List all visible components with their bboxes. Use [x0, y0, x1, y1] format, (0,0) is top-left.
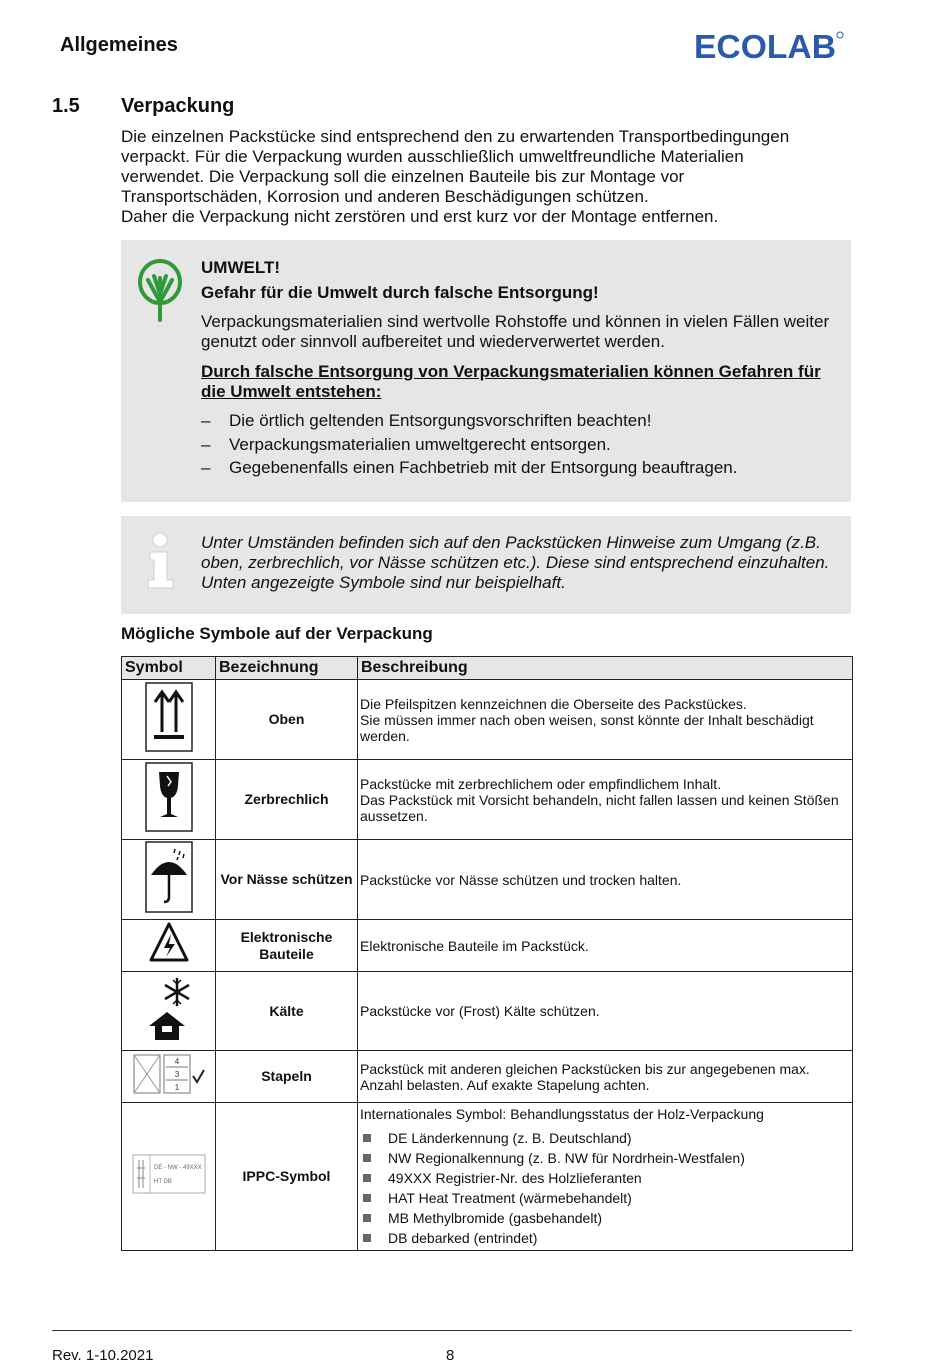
list-item-text: 49XXX Registrier-Nr. des Holzlieferanten [388, 1169, 642, 1186]
list-item [360, 1188, 852, 1208]
symbols-table [121, 656, 853, 1251]
symbol-cell [122, 840, 216, 920]
disposal-list [201, 411, 841, 482]
list-item-text: DE Länderkennung (z. B. Deutschland) [388, 1129, 632, 1146]
page-number: 8 [446, 1347, 455, 1364]
symbol-description: Packstücke vor Nässe schützen und trocken halten. [358, 840, 853, 920]
symbols-heading: Mögliche Symbole auf der Verpackung [121, 624, 433, 643]
square-bullet-icon [363, 1234, 371, 1242]
list-item [201, 435, 841, 459]
symbol-cell [122, 920, 216, 972]
table-row [122, 760, 853, 840]
symbol-name: IPPC-Symbol [216, 1103, 358, 1251]
list-item [360, 1228, 852, 1248]
paragraph-line: verwendet. Die Verpackung soll die einzelnen Bauteile bis zur Montage vor [121, 167, 685, 186]
table-header-row [122, 657, 853, 680]
list-item-text: Verpackungsmaterialien umweltgerecht entsorgen. [229, 434, 611, 454]
square-bullet-icon [363, 1174, 371, 1182]
ippc-stamp-line: DE - NW - 49XXX [153, 1165, 202, 1171]
square-bullet-icon [363, 1194, 371, 1202]
table-row [122, 972, 853, 1051]
list-item [201, 411, 841, 435]
list-item [360, 1148, 852, 1168]
symbol-name: Kälte [216, 972, 358, 1051]
symbol-description: Packstücke vor (Frost) Kälte schützen. [358, 972, 853, 1051]
this-way-up-icon [145, 682, 193, 752]
stack-label: 1 [174, 1083, 179, 1092]
table-row [122, 680, 853, 760]
ecolab-logo [694, 28, 844, 64]
table-row [122, 840, 853, 920]
environment-notice-content [201, 258, 841, 482]
tree-icon [136, 258, 184, 324]
table-row [122, 1103, 853, 1251]
dash-bullet: – [201, 434, 211, 454]
column-header: Symbol [122, 657, 216, 680]
list-item [360, 1208, 852, 1228]
symbol-name: Stapeln [216, 1051, 358, 1103]
footer-revision: Rev. 1-10.2021 [52, 1347, 154, 1364]
electrical-hazard-icon [149, 921, 189, 965]
symbol-description: Die Pfeilspitzen kennzeichnen die Oberseite des Packstückes. Sie müssen immer nach oben weisen, sonst könnte der Inhalt beschädigt werden. [358, 680, 853, 760]
notice-warning: Durch falsche Entsorgung von Verpackungsmaterialien können Gefahren für die Umwelt entstehen: [201, 362, 821, 401]
symbol-name: Vor Nässe schützen [216, 840, 358, 920]
notice-subheading: Gefahr für die Umwelt durch falsche Entsorgung! [201, 283, 599, 302]
fragile-glass-icon [145, 762, 193, 832]
paragraph-line: Die einzelnen Packstücke sind entsprechend den zu erwartenden Transportbedingungen [121, 127, 790, 146]
info-notice-text: Unter Umständen befinden sich auf den Packstücken Hinweise zum Umgang (z.B. oben, zerbrechlich, vor Nässe schützen etc.). Diese sind entsprechend einzuhalten. Unten angezeigte Symbole sind nur beispielhaft. [201, 533, 830, 592]
list-item [360, 1128, 852, 1148]
list-item-text: DB debarked (entrindet) [388, 1229, 538, 1246]
list-item-text: HAT Heat Treatment (wärmebehandelt) [388, 1189, 632, 1206]
info-icon [145, 532, 179, 590]
column-header: Bezeichnung [216, 657, 358, 680]
paragraph-line: Transportschäden, Korrosion und anderen Beschädigungen schützen. [121, 187, 649, 206]
snowflake-icon [145, 974, 193, 1044]
ippc-code-list [360, 1128, 852, 1248]
list-item [360, 1168, 852, 1188]
symbol-name: Zerbrechlich [216, 760, 358, 840]
list-item-text: NW Regionalkennung (z. B. NW für Nordrhein-Westfalen) [388, 1149, 745, 1166]
list-item [201, 458, 841, 482]
symbol-name: Elektronische Bauteile [216, 920, 358, 972]
paragraph-line: Daher die Verpackung nicht zerstören und erst kurz vor der Montage entfernen. [121, 207, 719, 226]
symbol-name: Oben [216, 680, 358, 760]
table-row [122, 1051, 853, 1103]
logo-text: ECOLAB [694, 28, 836, 64]
square-bullet-icon [363, 1214, 371, 1222]
dash-bullet: – [201, 458, 211, 477]
square-bullet-icon [363, 1154, 371, 1162]
column-header: Beschreibung [358, 657, 853, 680]
symbol-description: Packstücke mit zerbrechlichem oder empfindlichem Inhalt. Das Packstück mit Vorsicht behandeln, nicht fallen lassen und keinen Stößen aussetzen. [358, 760, 853, 840]
list-item-text: Die örtlich geltenden Entsorgungsvorschriften beachten! [229, 411, 652, 430]
symbol-cell [122, 972, 216, 1051]
symbol-description-cell [358, 1103, 853, 1251]
section-number: 1.5 [52, 95, 80, 117]
symbol-cell [122, 760, 216, 840]
notice-text: Verpackungsmaterialien sind wertvolle Rohstoffe und können in vielen Fällen weiter genutzt oder sinnvoll aufbereitet und wiederverwertet werden. [201, 312, 830, 351]
symbol-cell [122, 1103, 216, 1251]
notice-heading: UMWELT! [201, 258, 280, 277]
list-item-text: Gegebenenfalls einen Fachbetrieb mit der Entsorgung beauftragen. [229, 458, 738, 477]
page-header-title: Allgemeines [60, 34, 178, 56]
stack-label: 3 [174, 1070, 179, 1079]
footer-divider [52, 1330, 852, 1331]
symbol-description: Internationales Symbol: Behandlungsstatus der Holz-Verpackung [360, 1105, 764, 1122]
ippc-stamp-line: HT DB [153, 1179, 172, 1185]
table-row [122, 920, 853, 972]
symbol-cell [122, 1051, 216, 1103]
stack-label: 4 [174, 1057, 179, 1066]
umbrella-icon [145, 841, 193, 913]
stacking-icon [132, 1052, 206, 1096]
symbol-description: Elektronische Bauteile im Packstück. [358, 920, 853, 972]
paragraph-line: verpackt. Für die Verpackung wurden ausschließlich umweltfreundliche Materialien [121, 147, 744, 166]
section-title: Verpackung [121, 95, 235, 117]
symbol-cell [122, 680, 216, 760]
square-bullet-icon [363, 1134, 371, 1142]
section-paragraph [121, 127, 851, 227]
list-item-text: MB Methylbromide (gasbehandelt) [388, 1209, 602, 1226]
ippc-mark-icon [132, 1152, 206, 1196]
dash-bullet: – [201, 411, 211, 430]
symbol-description: Packstück mit anderen gleichen Packstücken bis zur angegebenen max. Anzahl belasten. Auf exakte Stapelung achten. [358, 1051, 853, 1103]
